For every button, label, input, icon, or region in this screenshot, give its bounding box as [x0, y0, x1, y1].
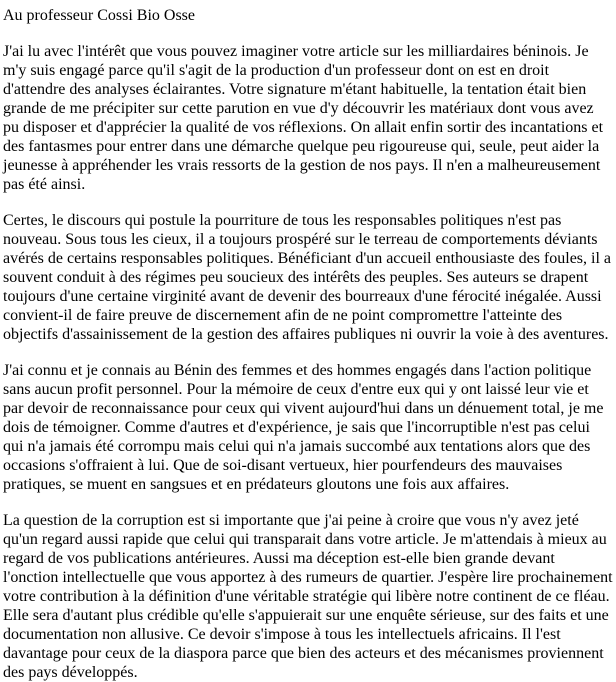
paragraph-4: La question de la corruption est si importante que j'ai peine à croire que vous n'y avez jeté qu'un regard aussi rapide que celui qui transparait dans votre article. Je m'attendais à mieux au regard de vos publications antérieures. Aussi ma déception est-elle bien grande devant l'onction intellectuelle que vous apportez à des rumeurs de quartier. J'espère lire prochainement votre contribution à la définition d'une véritable stratégie qui libère notre continent de ce fléau. Elle sera d'autant plus crédible qu'elle s'appuierait sur une enquête sérieuse, sur des faits et une documentation non allusive. Ce devoir s'impose à tous les intellectuels africains. Il l'est davantage pour ceux de la diaspora parce que bien des acteurs et des mécanismes proviennent des pays développés. — [3, 512, 613, 681]
paragraph-3: J'ai connu et je connais au Bénin des femmes et des hommes engagés dans l'action politique sans aucun profit personnel. Pour la mémoire de ceux d'entre eux qui y ont laissé leur vie et par devoir de reconnaissance pour ceux qui vivent aujourd'hui dans un dénuement total, je me dois de témoigner. Comme d'autres et d'expérience, je sais que l'incorruptible n'est pas celui qui n'a jamais été corrompu mais celui qui n'a jamais succombé aux tentations alors que des occasions s'offraient à lui. Que de soi-disant vertueux, hier pourfendeurs des mauvaises pratiques, se muent en sangsues et en prédateurs gloutons une fois aux affaires. — [3, 362, 604, 493]
paragraph-2: Certes, le discours qui postule la pourriture de tous les responsables politiques n'est pas nouveau. Sous tous les cieux, il a toujours prospéré sur le terreau de comportements déviants avérés de certains responsables politiques. Bénéficiant d'un accueil enthousiaste des foules, il a souvent conduit à des régimes peu soucieux des intérêts des peuples. Ses auteurs se drapent toujours d'une certaine virginité avant de devenir des bourreaux d'une férocité inégalée. Aussi convient-il de faire preuve de discernement afin de ne point compromettre l'atteinte des objectifs d'assainissement de la gestion des affaires publiques ni ouvrir la voie à des aventures. — [3, 212, 612, 343]
salutation: Au professeur Cossi Bio Osse — [3, 7, 195, 24]
paragraph-1: J'ai lu avec l'intérêt que vous pouvez imaginer votre article sur les milliardaires béninois. Je m'y suis engagé parce qu'il s'agit de la production d'un professeur dont on est en droit d'attendre des analyses éclairantes. Votre signature m'étant habituelle, la tentation était bien grande de me précipiter sur cette parution en vue d'y découvrir les matériaux dont vous avez pu disposer et d'apprécier la qualité de vos réflexions. On allait enfin sortir des incantations et des fantasmes pour entrer dans une démarche quelque peu rigoureuse qui, seule, peut aider la jeunesse à appréhender les vrais ressorts de la gestion de nos pays. Il n'en a malheureusement pas été ainsi. — [3, 43, 604, 193]
